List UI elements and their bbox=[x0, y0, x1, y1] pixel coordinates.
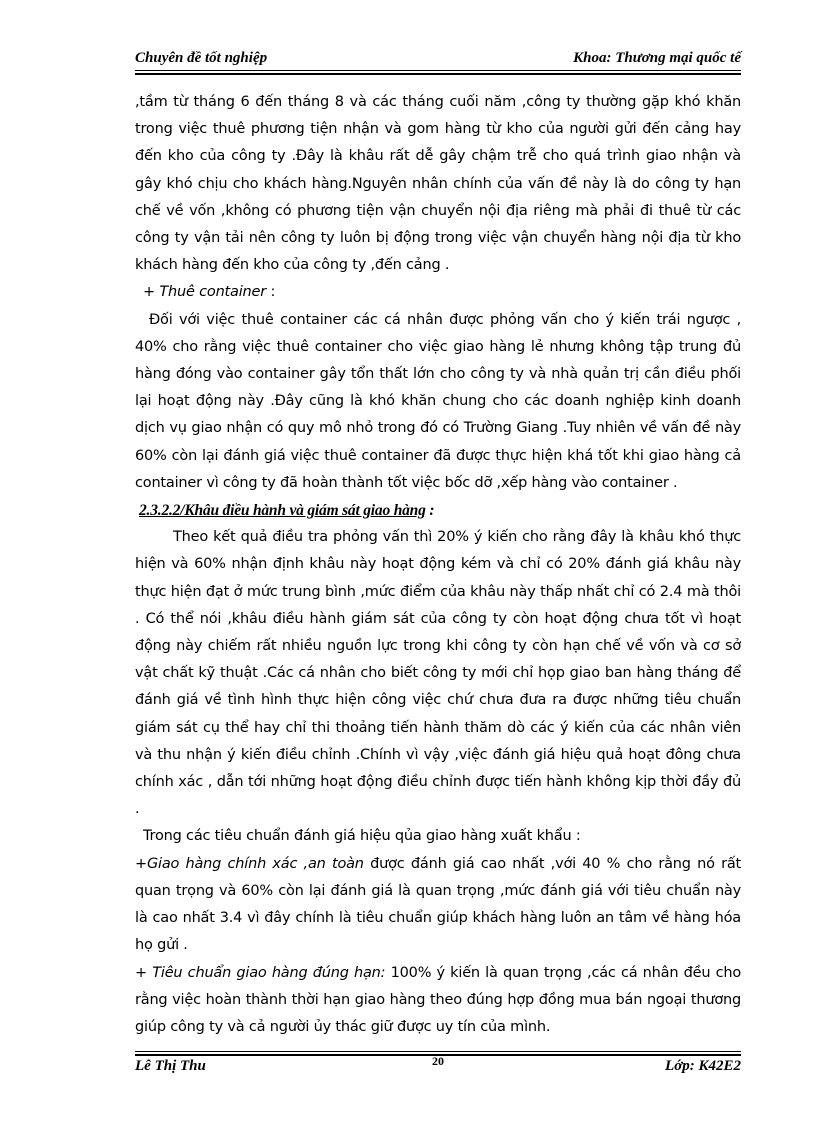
section-heading-suffix: : bbox=[425, 502, 435, 520]
accuracy-criterion-label: Giao hàng chính xác ,an toàn bbox=[146, 855, 364, 872]
header-rule-thick bbox=[135, 73, 741, 75]
bullet-prefix: + bbox=[143, 284, 160, 301]
footer-rule-thin bbox=[135, 1051, 741, 1052]
accuracy-criterion-text: được đánh giá cao nhất ,với 40 % cho rằng nó rất quan trọng và 60% còn lại đánh giá là quan trọng ,mức đánh giá với tiêu chuẩn này là cao nhất 3.4 vì đây chính là tiêu chuẩn giúp khách hàng luôn an tâm về hàng hóa họ gửi . bbox=[135, 855, 742, 954]
section-heading bbox=[135, 497, 741, 524]
footer-author: Lê Thị Thu bbox=[135, 1058, 206, 1074]
ontime-criterion-label: Tiêu chuẩn giao hàng đúng hạn: bbox=[152, 964, 386, 981]
bullet-prefix: + bbox=[135, 964, 153, 981]
subheading-container-hire bbox=[135, 279, 741, 306]
header-faculty: Khoa: Thương mại quốc tế bbox=[573, 50, 741, 66]
paragraph-criteria-intro: Trong các tiêu chuẩn đánh giá hiệu qủa giao hàng xuất khẩu : bbox=[143, 828, 581, 845]
paragraph-transport-difficulty: ,tầm từ tháng 6 đến tháng 8 và các tháng cuối năm ,công ty thường gặp khó khăn trong việc thuê phương tiện nhận và gom hàng từ kho của người gửi đến cảng hay đến kho của công ty .Đây là khâu rất dễ gây chậm trễ cho quá trình giao nhận và gây khó chịu cho khách hàng.Nguyên nhân chính của vấn đề này là do công ty hạn chế về vốn ,không có phương tiện vận chuyển nội địa riêng mà phải đi thuê từ các công ty vận tải nên công ty luôn bị động trong việc vận chuyển hàng nội địa từ kho khách hàng đến kho của công ty ,đến cảng . bbox=[135, 94, 741, 274]
paragraph-accuracy-criterion bbox=[135, 851, 741, 960]
footer-class: Lớp: K42E2 bbox=[665, 1058, 741, 1074]
container-hire-label: Thuê container bbox=[159, 284, 267, 301]
header-rule-thin bbox=[135, 70, 741, 71]
paragraph-container-hire: Đối với việc thuê container các cá nhân được phỏng vấn cho ý kiến trái ngược , 40% cho rằng việc thuê container cho việc giao hàng lẻ nhưng không tập trung đủ hàng đóng vào container gây tổn thất lớn cho công ty và nhà quản trị cần điều phối lại hoạt động này .Đây cũng là khó khăn chung cho các doanh nghiệp kinh doanh dịch vụ giao nhận có quy mô nhỏ trong đó có Trường Giang .Tuy nhiên về vấn đề này 60% còn lại đánh giá việc thuê container đã được thực hiện khá tốt khi giao hàng cả container vì công ty đã hoàn thành tốt việc bốc dỡ ,xếp hàng vào container . bbox=[135, 311, 741, 491]
page-header bbox=[135, 48, 741, 70]
page-footer bbox=[135, 1054, 741, 1078]
paragraph-ontime-criterion bbox=[135, 960, 741, 1042]
page-number: 20 bbox=[432, 1054, 444, 1068]
ontime-criterion-text: 100% ý kiến là quan trọng ,các cá nhân đều cho rằng việc hoàn thành thời hạn giao hàng theo đúng hợp đồng mua bán ngoại thương giúp công ty và cả người ủy thác giữ được uy tín của mình. bbox=[135, 964, 741, 1035]
document-body bbox=[135, 89, 741, 1041]
container-hire-suffix: : bbox=[266, 284, 276, 301]
bullet-prefix: + bbox=[135, 855, 147, 872]
paragraph-survey-results: Theo kết quả điều tra phỏng vấn thì 20% ý kiến cho rằng đây là khâu khó thực hiện và 60% nhận định khâu này hoạt động kém và chỉ có 20% đánh giá khâu này thực hiện đạt ở mức trung bình ,mức điểm của khâu này thấp nhất chỉ có 2.4 mà thôi . Có thể nói ,khâu điều hành giám sát của công ty còn hoạt động chưa tốt vì hoạt động này chiếm rất nhiều nguồn lực trong khi công ty còn hạn chế về vốn và cơ sở vật chất kỹ thuật .Các cá nhân cho biết công ty mới chỉ họp giao ban hàng tháng để đánh giá về tình hình thực hiện công việc chứ chưa đưa ra được những tiêu chuẩn giám sát cụ thể hay chỉ thi thoảng tiến hành thăm dò các ý kiến của các nhân viên và thu nhận ý kiến điều chỉnh .Chính vì vậy ,việc đánh giá hiệu quả hoạt đông chưa chính xác , dẫn tới những hoạt động điều chỉnh được tiến hành không kịp thời đầy đủ . bbox=[135, 529, 741, 818]
section-heading-text: 2.3.2.2/Khâu điều hành và giám sát giao hàng bbox=[139, 502, 426, 520]
header-course-title: Chuyên đề tốt nghiệp bbox=[135, 50, 268, 66]
